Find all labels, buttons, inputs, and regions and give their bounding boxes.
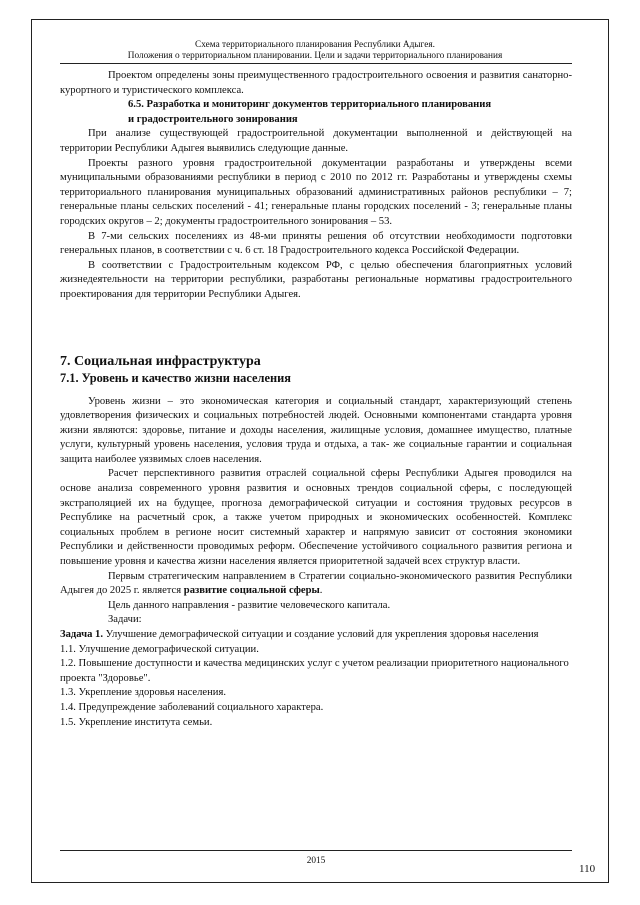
paragraph-projects: Проекты разного уровня градостроительной документации разработаны и утверждены всеми муниципальными образованиями республики в период с 2010 по 2012 гг. Разработаны и утверждены схемы территориального планирования муниципальных образований административных районов республики – 7; генеральные планы сельских поселений - 41; генеральные планы городских поселений - 3; генеральные планы городских округов – 2; документы градостроительного зонирования – 53. [60, 157, 572, 227]
task-1 [60, 628, 572, 643]
list-item: 1.4. Предупреждение заболеваний социального характера. [60, 701, 324, 713]
list-item: 1.2. Повышение доступности и качества медицинских услуг с учетом реализации приоритетного национального проекта "Здоровье". [60, 658, 569, 684]
footer-year: 2015 [306, 856, 326, 866]
page-body [60, 69, 572, 730]
header-line-2: Положения о территориальном планировании. Цели и задачи территориального планирования [127, 51, 503, 61]
list-item: 1.3. Укрепление здоровья населения. [60, 687, 226, 699]
task-1-label: Задача 1. [60, 629, 103, 640]
paragraph-analysis: При анализе существующей градостроительной документации выполненной и действующей на территории Республики Адыгея выявились следующие данные. [60, 128, 572, 154]
strategy-emphasis: развитие социальной сферы [183, 585, 320, 597]
list-item: 1.1. Улучшение демографической ситуации. [60, 643, 259, 655]
page-number: 110 [579, 863, 596, 875]
paragraph-strategy [60, 570, 572, 599]
footer-divider [60, 850, 572, 851]
strategy-text: Первым стратегическим направлением в Стратегии социально-экономического развития Республики Адыгея до 2025 г. является [60, 570, 572, 597]
section-7-1-title: 7.1. Уровень и качество жизни населения [60, 370, 291, 385]
section-6-5-title-line-1: 6.5. Разработка и мониторинг документов территориального планирования [128, 99, 492, 111]
chapter-7-title: 7. Социальная инфраструктура [60, 353, 261, 369]
spacer [60, 386, 572, 395]
running-header [60, 40, 570, 62]
section-6-5-title-line-2: и градостроительного зонирования [128, 113, 298, 125]
strategy-period: . [319, 585, 323, 597]
paragraph-forecast: Расчет перспективного развития отраслей социальной сферы Республики Адыгея проводился на основе анализа современного уровня развития и основных трендов социальной сферы, с последующей экстраполяцией их на будущее, прогноза демографической ситуации и состояния трудовых ресурсов в Республике на расчетный срок, а также учетом природных и экономических особенностей. Комплекс социальных проблем в регионе носит системный характер и напрямую зависит от состояния экономики Республики и действенности проводимых реформ. Обеспечение устойчивого социального развития региона и повышение уровня и качества жизни населения является приоритетной задачей всех структур власти. [60, 468, 572, 568]
paragraph-tasks-label: Задачи: [108, 614, 142, 626]
list-item: 1.5. Укрепление института семьи. [60, 716, 213, 728]
task-1-text: Улучшение демографической ситуации и создание условий для укрепления здоровья населения [103, 629, 539, 640]
header-line-1: Схема территориального планирования Республики Адыгея. [195, 40, 435, 50]
paragraph-living-standard: Уровень жизни – это экономическая категория и социальный стандарт, характеризующий степень удовлетворения физических и социальных потребностей людей. Основными компонентами стандарта уровня жизни являются: здоровье, питание и доходы населения, жилищные условия, домашнее имущество, платные услуги, культурный уровень населения, условия труда и отдыха, а так- же социальные гарантии и социальная защита наиболее уязвимых слоев населения. [60, 395, 572, 465]
paragraph-goal: Цель данного направления - развитие человеческого капитала. [108, 599, 391, 611]
paragraph-zones: Проектом определены зоны преимущественного градостроительного освоения и развития санаторно-курортного и туристического комплекса. [60, 70, 572, 96]
paragraph-seven-settlements: В 7-ми сельских поселениях из 48-ми приняты решения об отсутствии необходимости подготовки генеральных планов, в соответствии с ч. 6 ст. 18 Градостроительного кодекса Российской Федерации. [60, 230, 572, 257]
spacer [60, 303, 572, 353]
paragraph-regional-norms: В соответствии с Градостроительным кодексом РФ, с целью обеспечения благоприятных условий жизнедеятельности на территории республики, разработаны региональные нормативы градостроительного проектирования для территории Республики Адыгея. [60, 259, 572, 300]
header-divider [60, 63, 572, 64]
